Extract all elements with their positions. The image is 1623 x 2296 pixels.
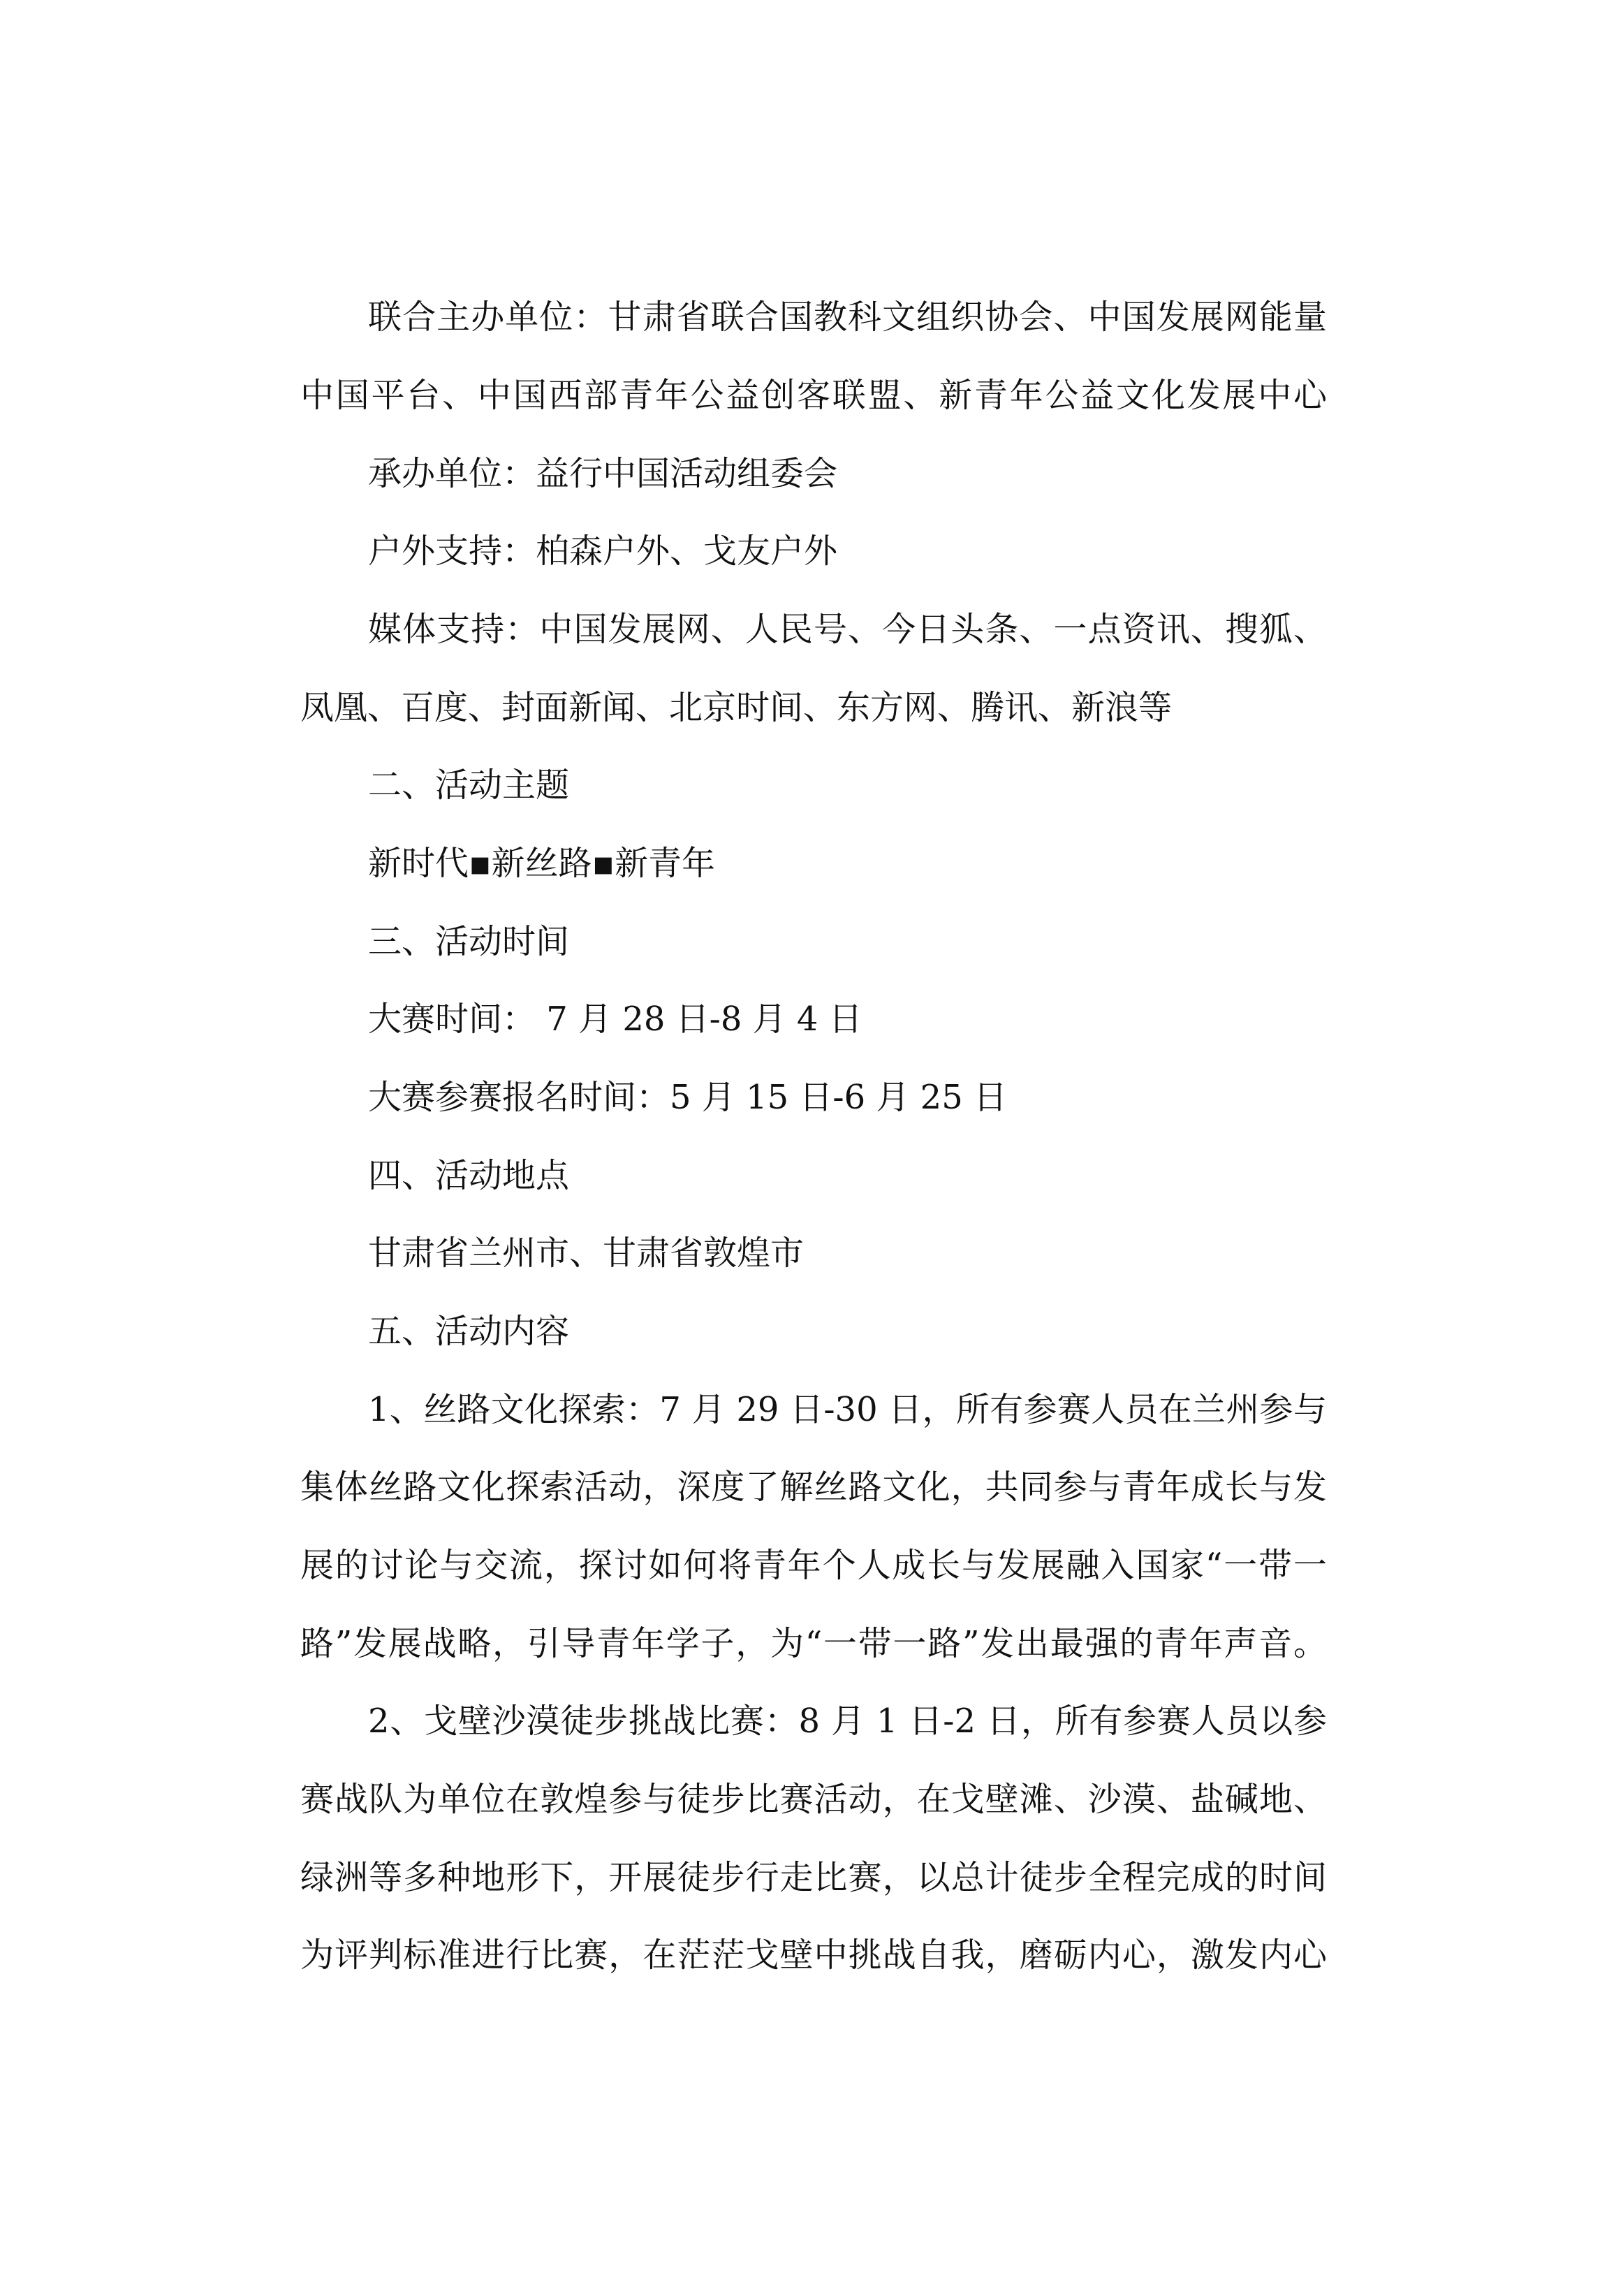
text-line: 集体丝路文化探索活动，深度了解丝路文化，共同参与青年成长与发 bbox=[300, 1468, 1327, 1507]
text-line: 新时代▪新丝路▪新青年 bbox=[368, 844, 716, 883]
text-line: 媒体支持：中国发展网、人民号、今日头条、一点资讯、搜狐、 bbox=[368, 610, 1327, 649]
text-line: 展的讨论与交流，探讨如何将青年个人成长与发展融入国家“一带一 bbox=[300, 1546, 1327, 1585]
text-line: 路”发展战略，引导青年学子，为“一带一路”发出最强的青年声音。 bbox=[300, 1624, 1327, 1663]
text-line: 中国平台、中国西部青年公益创客联盟、新青年公益文化发展中心 bbox=[300, 376, 1327, 415]
text-line: 绿洲等多种地形下，开展徒步行走比赛，以总计徒步全程完成的时间 bbox=[300, 1858, 1327, 1897]
section-heading: 三、活动时间 bbox=[368, 922, 570, 961]
text-line: 大赛参赛报名时间：5 月 15 日-6 月 25 日 bbox=[368, 1078, 1008, 1117]
section-heading: 四、活动地点 bbox=[368, 1156, 570, 1195]
section-heading: 五、活动内容 bbox=[368, 1312, 570, 1351]
text-line: 赛战队为单位在敦煌参与徒步比赛活动，在戈壁滩、沙漠、盐碱地、 bbox=[300, 1780, 1327, 1819]
text-line: 联合主办单位：甘肃省联合国教科文组织协会、中国发展网能量 bbox=[368, 298, 1327, 337]
text-line: 为评判标准进行比赛，在茫茫戈壁中挑战自我，磨砺内心，激发内心 bbox=[300, 1936, 1327, 1975]
text-line: 2、戈壁沙漠徒步挑战比赛：8 月 1 日-2 日，所有参赛人员以参 bbox=[368, 1702, 1327, 1741]
section-heading: 二、活动主题 bbox=[368, 766, 570, 805]
text-line: 承办单位：益行中国活动组委会 bbox=[368, 454, 838, 493]
text-line: 大赛时间： 7 月 28 日-8 月 4 日 bbox=[368, 1000, 862, 1039]
text-line: 甘肃省兰州市、甘肃省敦煌市 bbox=[368, 1234, 805, 1273]
text-line: 1、丝路文化探索：7 月 29 日-30 日，所有参赛人员在兰州参与 bbox=[368, 1390, 1327, 1429]
text-line: 凤凰、百度、封面新闻、北京时间、东方网、腾讯、新浪等 bbox=[300, 688, 1173, 727]
text-line: 户外支持：柏森户外、戈友户外 bbox=[368, 532, 838, 571]
